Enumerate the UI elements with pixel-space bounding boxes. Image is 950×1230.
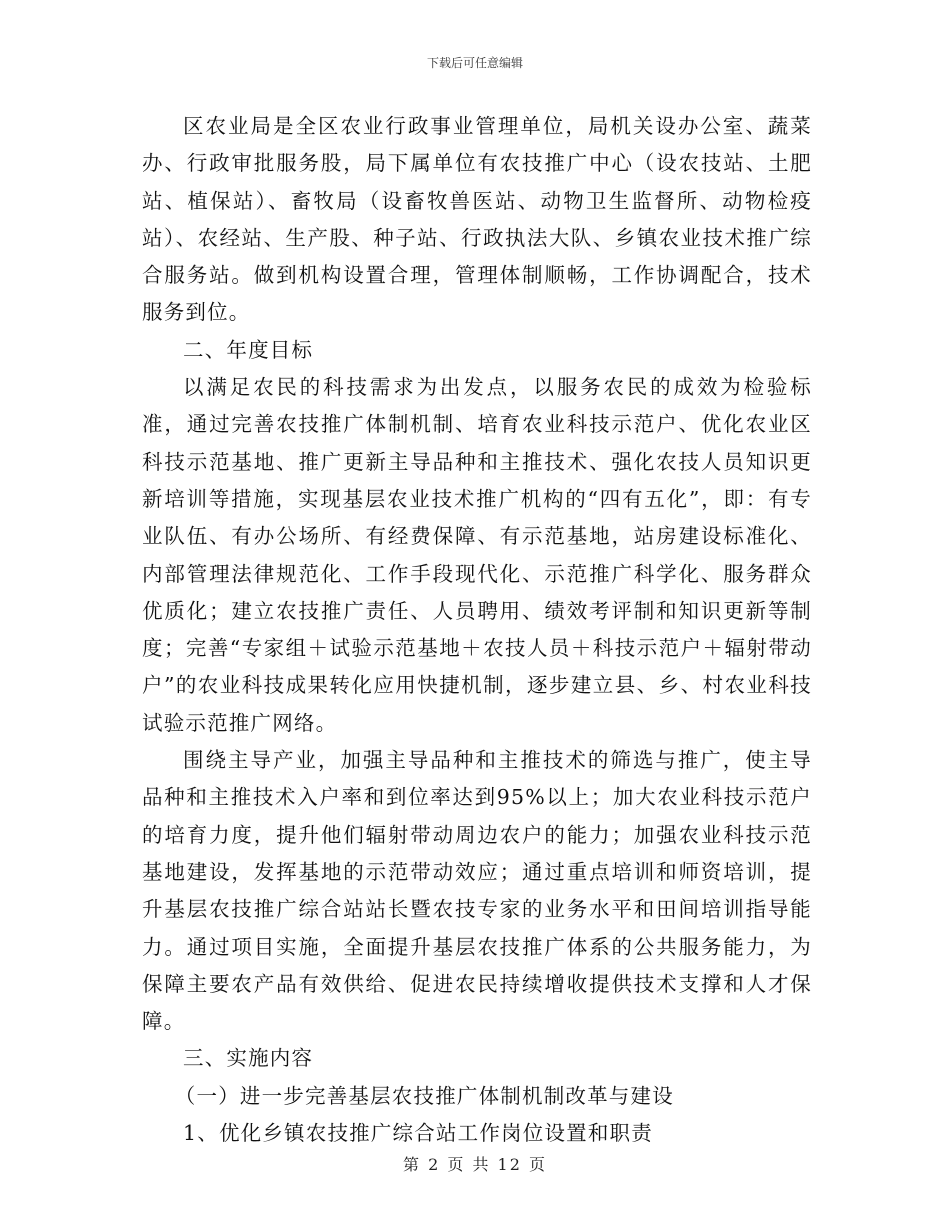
paragraph-leading-industry: 围绕主导产业，加强主导品种和主推技术的筛选与推广，使主导品种和主推技术入户率和到位率达到95%以上；加大农业科技示范户的培育力度，提升他们辐射带动周边农户的能力；加强农业科技示范基地建设，发挥基地的示范带动效应；通过重点培训和师资培训，提升基层农技推广综合站站长暨农技专家的业务水平和田间培训指导能力。通过项目实施，全面提升基层农技推广体系的公共服务能力，为保障主要农产品有效供给、促进农民持续增收提供技术支撑和人才保障。 bbox=[142, 748, 812, 1034]
paragraph-goals: 以满足农民的科技需求为出发点，以服务农民的成效为检验标准，通过完善农技推广体制机制、培育农业科技示范户、优化农业区科技示范基地、推广更新主导品种和主推技术、强化农技人员知识更新培训等措施，实现基层农业技术推广机构的“四有五化”，即：有专业队伍、有办公场所、有经费保障、有示范基地，站房建设标准化、内部管理法律规范化、工作手段现代化、示范推广科学化、服务群众优质化；建立农技推广责任、人员聘用、绩效考评制和知识更新等制度；完善“专家组＋试验示范基地＋农技人员＋科技示范户＋辐射带动户”的农业科技成果转化应用快捷机制，逐步建立县、乡、村农业科技试验示范推广网络。 bbox=[142, 375, 812, 735]
paragraph-organization: 区农业局是全区农业行政事业管理单位，局机关设办公室、蔬菜办、行政审批服务股，局下属单位有农技推广中心（设农技站、土肥站、植保站）、畜牧局（设畜牧兽医站、动物卫生监督所、动物检疫站）、农经站、生产股、种子站、行政执法大队、乡镇农业技术推广综合服务站。做到机构设置合理，管理体制顺畅，工作协调配合，技术服务到位。 bbox=[142, 114, 812, 325]
section-heading-implementation: 三、实施内容 bbox=[183, 1046, 314, 1071]
document-body bbox=[142, 108, 812, 1152]
subsection-heading-reform: （一）进一步完善基层农技推广体制机制改革与建设 bbox=[174, 1083, 674, 1108]
section-heading-annual-goals: 二、年度目标 bbox=[183, 337, 314, 362]
page-number-footer: 第 2 页 共 12 页 bbox=[403, 1155, 547, 1174]
page-header-note: 下载后可任意编辑 bbox=[426, 56, 523, 70]
item-heading-optimize-positions: 1、优化乡镇农技推广综合站工作岗位设置和职责 bbox=[183, 1121, 653, 1146]
